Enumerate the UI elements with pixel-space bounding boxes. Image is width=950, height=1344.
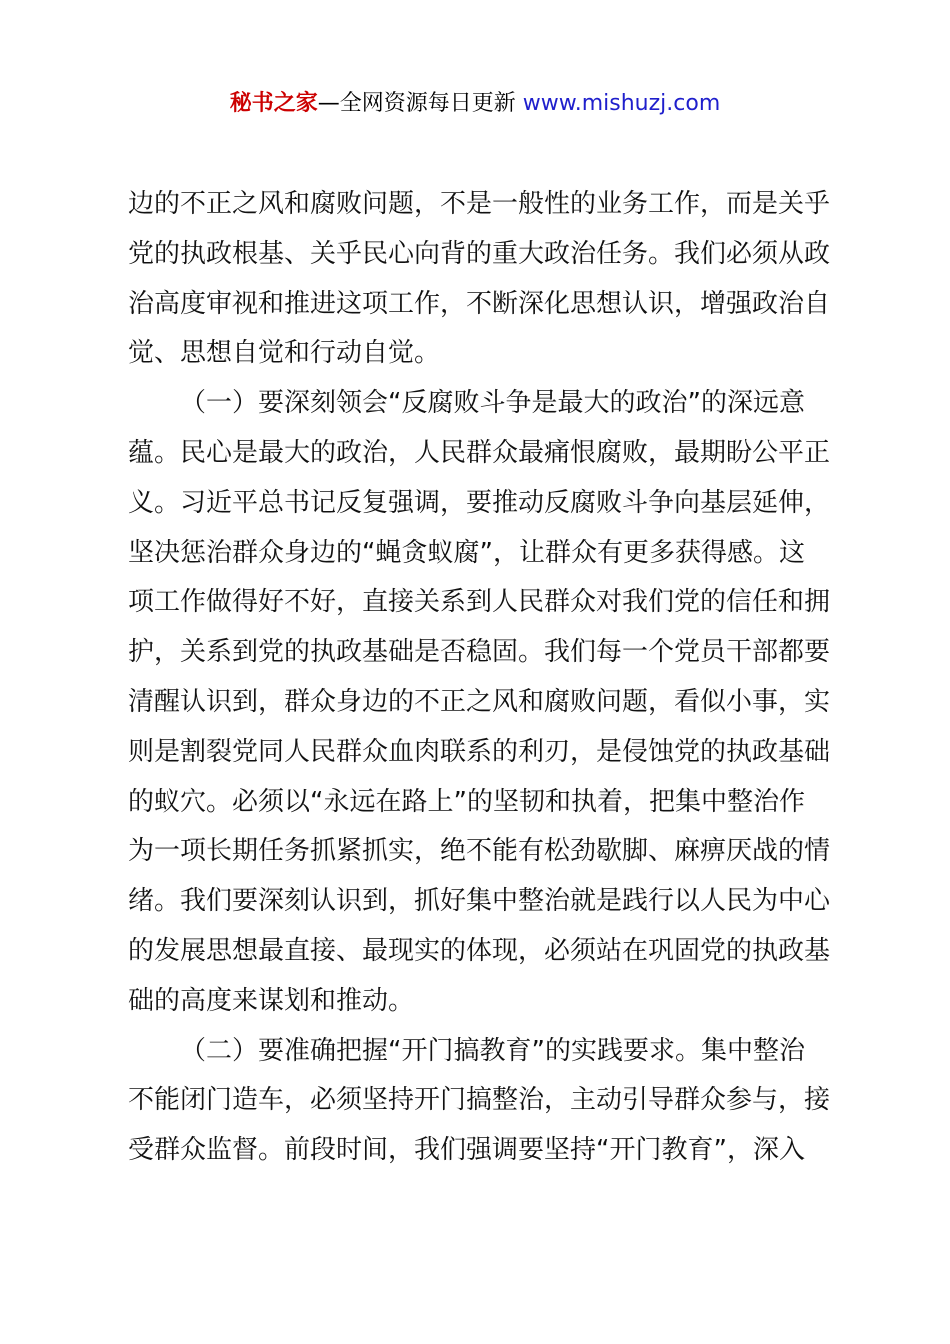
text-line: 治高度审视和推进这项工作，不断深化思想认识，增强政治自 <box>128 288 831 319</box>
text-line: 清醒认识到，群众身边的不正之风和腐败问题，看似小事，实 <box>128 686 831 717</box>
section-heading-1: （一）要深刻领会“反腐败斗争是最大的政治”的深远意 <box>180 388 805 419</box>
text-line: 边的不正之风和腐败问题，不是一般性的业务工作，而是关乎 <box>128 189 831 219</box>
site-url-link[interactable]: www.mishuzj.com <box>522 91 721 116</box>
section-heading-2: （二）要准确把握“开门搞教育”的实践要求。集中整治 <box>180 1035 805 1066</box>
text-line: 觉、思想自觉和行动自觉。 <box>128 338 441 369</box>
text-line: 坚决惩治群众身边的“蝇贪蚁腐”，让群众有更多获得感。这 <box>128 537 805 568</box>
text-line: 则是割裂党同人民群众血肉联系的利刃，是侵蚀党的执政基础 <box>128 736 831 767</box>
site-tagline: —全网资源每日更新 <box>317 91 523 116</box>
page-header <box>0 86 950 122</box>
text-line: 的蚁穴。必须以“永远在路上”的坚韧和执着，把集中整治作 <box>128 786 805 817</box>
text-line: 蕴。民心是最大的政治，人民群众最痛恨腐败，最期盼公平正 <box>128 437 831 468</box>
text-line: 础的高度来谋划和推动。 <box>128 985 415 1016</box>
text-line: 义。习近平总书记反复强调，要推动反腐败斗争向基层延伸， <box>128 487 831 518</box>
text-line: 受群众监督。前段时间，我们强调要坚持“开门教育”，深入 <box>128 1135 805 1166</box>
document-body <box>128 180 833 1176</box>
text-line: 护，关系到党的执政基础是否稳固。我们每一个党员干部都要 <box>128 637 831 668</box>
site-name: 秘书之家 <box>229 91 318 116</box>
text-line: 不能闭门造车，必须坚持开门搞整治，主动引导群众参与，接 <box>128 1085 831 1116</box>
text-line: 为一项长期任务抓紧抓实，绝不能有松劲歇脚、麻痹厌战的情 <box>128 836 831 867</box>
text-line: 绪。我们要深刻认识到，抓好集中整治就是践行以人民为中心 <box>128 886 831 917</box>
text-line: 项工作做得好不好，直接关系到人民群众对我们党的信任和拥 <box>128 587 831 618</box>
text-line: 的发展思想最直接、最现实的体现，必须站在巩固党的执政基 <box>128 935 831 966</box>
text-line: 党的执政根基、关乎民心向背的重大政治任务。我们必须从政 <box>128 238 831 269</box>
